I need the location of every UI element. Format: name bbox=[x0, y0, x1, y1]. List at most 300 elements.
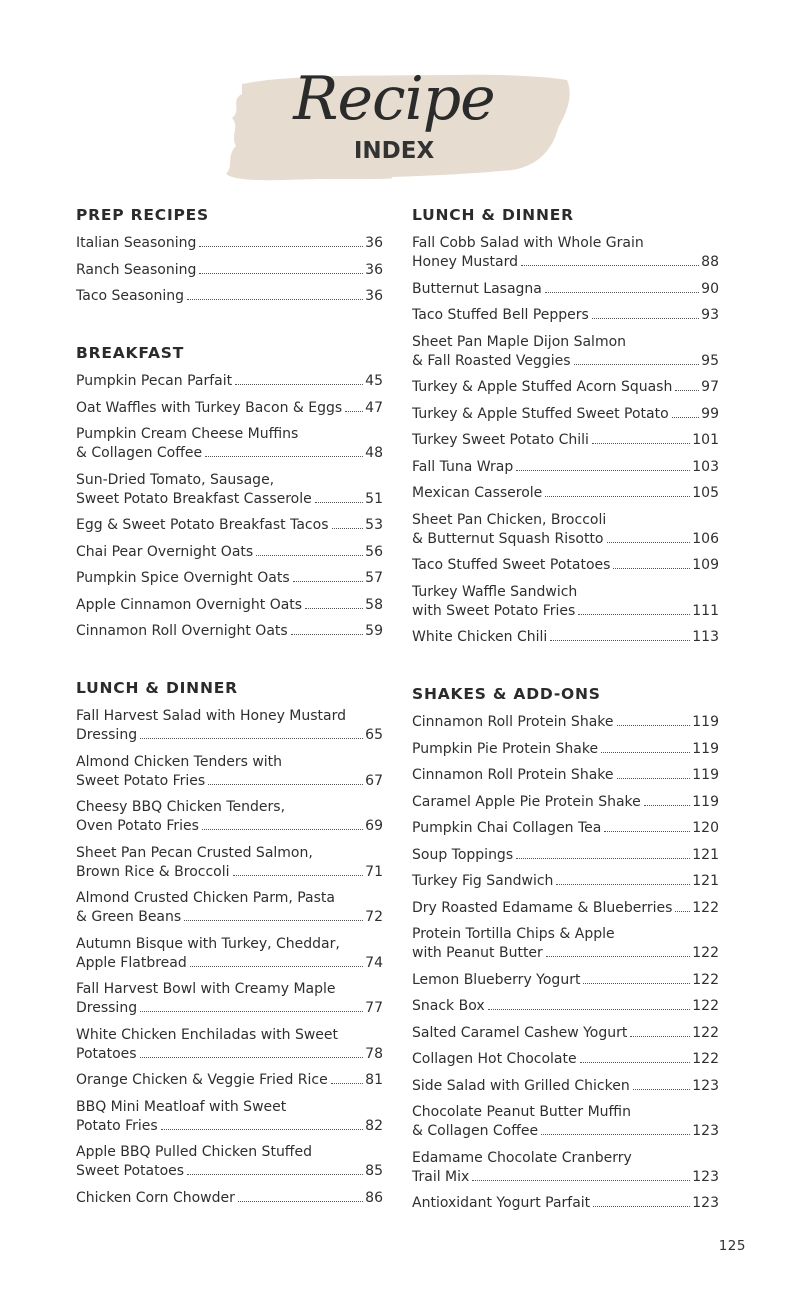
entry-title-line: Fall Cobb Salad with Whole Grain bbox=[412, 235, 644, 251]
entry-title-line: Sweet Potato Fries bbox=[76, 772, 206, 789]
entry-page-number: 51 bbox=[365, 490, 383, 507]
index-entry bbox=[412, 1149, 719, 1187]
entry-page-number: 123 bbox=[692, 1077, 719, 1094]
entry-title-line: Chicken Corn Chowder bbox=[76, 1189, 235, 1206]
dot-leader bbox=[235, 384, 363, 385]
entry-page-number: 99 bbox=[701, 405, 719, 422]
dot-leader bbox=[545, 496, 690, 497]
entry-row bbox=[76, 1162, 383, 1181]
entry-page-number: 48 bbox=[365, 445, 383, 461]
dot-leader bbox=[161, 1129, 364, 1130]
entry-row bbox=[412, 740, 719, 759]
entry-row bbox=[412, 1077, 719, 1096]
entry-title-line: with Sweet Potato Fries bbox=[412, 602, 576, 619]
entry-page-number: 56 bbox=[365, 543, 383, 560]
title-index: INDEX bbox=[353, 138, 435, 164]
entry-page-number: 53 bbox=[365, 517, 383, 533]
entry-row bbox=[76, 372, 383, 391]
entry-row bbox=[412, 530, 719, 549]
entry-page-number: 59 bbox=[365, 623, 383, 639]
entry-page-number: 122 bbox=[692, 971, 719, 988]
section-heading: LUNCH & DINNER bbox=[76, 679, 238, 697]
index-entry bbox=[76, 1098, 383, 1136]
entry-title-line: Trail Mix bbox=[412, 1168, 470, 1185]
index-entry bbox=[76, 234, 383, 253]
dot-leader bbox=[332, 528, 364, 529]
index-entry bbox=[412, 766, 719, 785]
entry-title-line: Sweet Potato Breakfast Casserole bbox=[76, 490, 312, 507]
entry-row bbox=[412, 872, 719, 891]
dot-leader bbox=[190, 966, 363, 967]
index-entry bbox=[412, 333, 719, 371]
dot-leader bbox=[580, 1062, 691, 1063]
entry-page-number: 90 bbox=[701, 280, 719, 297]
dot-leader bbox=[630, 1036, 690, 1037]
entry-title-line: Sheet Pan Chicken, Broccoli bbox=[412, 511, 607, 528]
entry-row bbox=[412, 378, 719, 397]
entry-row bbox=[76, 287, 383, 306]
entry-page-number: 86 bbox=[365, 1189, 383, 1206]
dot-leader bbox=[291, 634, 363, 635]
dot-leader bbox=[305, 608, 363, 609]
entry-page-number: 106 bbox=[692, 530, 719, 547]
dot-leader bbox=[184, 920, 363, 921]
dot-leader bbox=[574, 364, 700, 365]
dot-leader bbox=[546, 956, 690, 957]
entry-row bbox=[76, 726, 383, 745]
entry-row bbox=[76, 444, 383, 463]
index-entry bbox=[76, 425, 383, 463]
entry-title-line: & Collagen Coffee bbox=[412, 1123, 539, 1139]
entry-title-line: Ranch Seasoning bbox=[76, 261, 197, 278]
entry-row bbox=[76, 1071, 383, 1090]
entry-title-line: Mexican Casserole bbox=[412, 485, 543, 501]
entry-page-number: 85 bbox=[365, 1163, 383, 1179]
entry-page-number: 95 bbox=[701, 352, 719, 369]
entry-page-number: 105 bbox=[692, 485, 719, 501]
entry-row bbox=[76, 596, 383, 615]
entry-title-line: Taco Stuffed Sweet Potatoes bbox=[412, 557, 611, 573]
entry-row bbox=[76, 234, 383, 253]
entry-row bbox=[412, 484, 719, 503]
entry-title-line: Chocolate Peanut Butter Muffin bbox=[412, 1104, 631, 1120]
index-entry bbox=[412, 1050, 719, 1069]
index-entry bbox=[412, 378, 719, 397]
entry-row bbox=[412, 352, 719, 371]
entry-page-number: 81 bbox=[365, 1072, 383, 1088]
entry-page-number: 122 bbox=[692, 998, 719, 1014]
entry-page-number: 57 bbox=[365, 570, 383, 586]
entry-title-line: BBQ Mini Meatloaf with Sweet bbox=[76, 1098, 287, 1115]
index-entry bbox=[76, 569, 383, 588]
entry-page-number: 123 bbox=[692, 1123, 719, 1139]
entry-row bbox=[76, 863, 383, 882]
dot-leader bbox=[516, 470, 690, 471]
entry-page-number: 103 bbox=[692, 458, 719, 475]
entry-page-number: 122 bbox=[692, 899, 719, 916]
entry-title-line: Apple BBQ Pulled Chicken Stuffed bbox=[76, 1144, 312, 1160]
entry-title-line: Pumpkin Cream Cheese Muffins bbox=[76, 426, 299, 442]
entry-row bbox=[76, 569, 383, 588]
dot-leader bbox=[199, 246, 363, 247]
index-entry bbox=[412, 1024, 719, 1043]
entry-row bbox=[412, 846, 719, 865]
entry-row bbox=[412, 602, 719, 621]
dot-leader bbox=[541, 1134, 690, 1135]
index-entry bbox=[412, 997, 719, 1016]
entry-row bbox=[412, 458, 719, 477]
entry-page-number: 101 bbox=[692, 432, 719, 448]
dot-leader bbox=[202, 829, 363, 830]
entry-title-line: Autumn Bisque with Turkey, Cheddar, bbox=[76, 935, 340, 952]
page-number: 125 bbox=[718, 1238, 746, 1254]
index-entry bbox=[412, 740, 719, 759]
entry-title-line: Sheet Pan Pecan Crusted Salmon, bbox=[76, 844, 313, 861]
entry-row bbox=[412, 971, 719, 990]
entry-title-line: Edamame Chocolate Cranberry bbox=[412, 1149, 632, 1166]
index-entry bbox=[76, 1189, 383, 1208]
dot-leader bbox=[208, 784, 363, 785]
index-entry bbox=[412, 583, 719, 621]
entry-page-number: 58 bbox=[365, 596, 383, 613]
entry-page-number: 45 bbox=[365, 373, 383, 389]
entry-page-number: 123 bbox=[692, 1195, 719, 1211]
entry-row bbox=[76, 1117, 383, 1136]
entry-row bbox=[412, 1050, 719, 1069]
index-entry bbox=[76, 798, 383, 836]
entry-title-line: Oat Waffles with Turkey Bacon & Eggs bbox=[76, 399, 343, 416]
index-entry bbox=[76, 596, 383, 615]
entry-title-line: Turkey & Apple Stuffed Acorn Squash bbox=[412, 379, 673, 395]
entry-page-number: 119 bbox=[692, 793, 719, 810]
entry-title-line: Almond Chicken Tenders with bbox=[76, 753, 283, 770]
dot-leader bbox=[583, 983, 690, 984]
entry-page-number: 72 bbox=[365, 909, 383, 925]
title-script: Recipe bbox=[293, 64, 495, 134]
entry-row bbox=[76, 908, 383, 927]
entry-page-number: 119 bbox=[692, 767, 719, 783]
index-entry bbox=[76, 471, 383, 509]
entry-row bbox=[412, 997, 719, 1016]
index-entry bbox=[412, 511, 719, 549]
index-entry bbox=[412, 234, 719, 272]
index-entry bbox=[412, 872, 719, 891]
index-entry bbox=[76, 1071, 383, 1090]
index-entry bbox=[76, 1026, 383, 1064]
entry-title-line: Side Salad with Grilled Chicken bbox=[412, 1077, 630, 1094]
entry-page-number: 123 bbox=[692, 1168, 719, 1185]
entry-row bbox=[412, 405, 719, 424]
entry-title-line: Pumpkin Pie Protein Shake bbox=[412, 740, 599, 757]
dot-leader bbox=[140, 1011, 363, 1012]
index-entry bbox=[76, 980, 383, 1018]
entry-title-line: Dry Roasted Edamame & Blueberries bbox=[412, 899, 673, 916]
entry-page-number: 122 bbox=[692, 945, 719, 961]
index-entry bbox=[412, 1194, 719, 1213]
entry-title-line: Italian Seasoning bbox=[76, 235, 197, 251]
entry-page-number: 36 bbox=[365, 288, 383, 304]
entry-page-number: 36 bbox=[365, 235, 383, 251]
entry-title-line: & Butternut Squash Risotto bbox=[412, 530, 604, 547]
entry-page-number: 113 bbox=[692, 629, 719, 645]
dot-leader bbox=[331, 1083, 363, 1084]
entry-page-number: 119 bbox=[692, 714, 719, 730]
entry-row bbox=[76, 1045, 383, 1064]
entry-row bbox=[412, 713, 719, 732]
dot-leader bbox=[205, 456, 363, 457]
entry-row bbox=[412, 1024, 719, 1043]
entry-title-line: Butternut Lasagna bbox=[412, 280, 542, 297]
entry-title-line: Sheet Pan Maple Dijon Salmon bbox=[412, 333, 627, 350]
index-entry bbox=[76, 261, 383, 280]
dot-leader bbox=[238, 1201, 363, 1202]
entry-row bbox=[412, 766, 719, 785]
index-entry bbox=[412, 1077, 719, 1096]
entry-title-line: Chai Pear Overnight Oats bbox=[76, 543, 254, 560]
dot-leader bbox=[516, 858, 690, 859]
entry-page-number: 36 bbox=[365, 261, 383, 278]
dot-leader bbox=[617, 778, 691, 779]
entry-title-line: Turkey Waffle Sandwich bbox=[412, 583, 578, 600]
index-entry bbox=[412, 819, 719, 838]
dot-leader bbox=[293, 581, 364, 582]
entry-row bbox=[412, 1168, 719, 1187]
index-entry bbox=[76, 399, 383, 418]
entry-title-line: & Fall Roasted Veggies bbox=[412, 352, 571, 369]
entry-title-line: Almond Crusted Chicken Parm, Pasta bbox=[76, 890, 335, 906]
dot-leader bbox=[672, 417, 700, 418]
entry-row bbox=[412, 1122, 719, 1141]
entry-title-line: Oven Potato Fries bbox=[76, 818, 199, 834]
entry-title-line: Protein Tortilla Chips & Apple bbox=[412, 926, 615, 942]
index-entry bbox=[412, 1103, 719, 1141]
entry-page-number: 111 bbox=[692, 602, 719, 619]
entry-page-number: 88 bbox=[701, 254, 719, 270]
entry-page-number: 77 bbox=[365, 1000, 383, 1016]
entry-title-line: Lemon Blueberry Yogurt bbox=[412, 971, 581, 988]
dot-leader bbox=[644, 805, 691, 806]
entry-row bbox=[412, 253, 719, 272]
dot-leader bbox=[607, 542, 691, 543]
index-entry bbox=[76, 372, 383, 391]
entry-title-line: Taco Stuffed Bell Peppers bbox=[412, 307, 589, 323]
entry-page-number: 121 bbox=[692, 873, 719, 889]
entry-row bbox=[412, 431, 719, 450]
entry-title-line: Sweet Potatoes bbox=[76, 1163, 185, 1179]
entry-title-line: Snack Box bbox=[412, 998, 485, 1014]
dot-leader bbox=[578, 614, 690, 615]
entry-page-number: 93 bbox=[701, 307, 719, 323]
index-entry bbox=[412, 280, 719, 299]
entry-title-line: Brown Rice & Broccoli bbox=[76, 863, 230, 880]
dot-leader bbox=[601, 752, 690, 753]
dot-leader bbox=[617, 725, 691, 726]
entry-page-number: 82 bbox=[365, 1117, 383, 1134]
index-entry bbox=[412, 306, 719, 325]
entry-title-line: Turkey & Apple Stuffed Sweet Potato bbox=[412, 405, 669, 422]
entry-title-line: Soup Toppings bbox=[412, 846, 514, 863]
index-entry bbox=[76, 543, 383, 562]
entry-title-line: & Green Beans bbox=[76, 909, 182, 925]
index-entry bbox=[412, 713, 719, 732]
dot-leader bbox=[199, 273, 363, 274]
index-entry bbox=[412, 628, 719, 647]
entry-title-line: Dressing bbox=[76, 727, 138, 743]
entry-page-number: 119 bbox=[692, 740, 719, 757]
dot-leader bbox=[604, 831, 690, 832]
dot-leader bbox=[545, 292, 699, 293]
dot-leader bbox=[593, 1206, 690, 1207]
entry-page-number: 74 bbox=[365, 954, 383, 971]
entry-row bbox=[412, 793, 719, 812]
index-entry bbox=[412, 846, 719, 865]
entry-row bbox=[412, 899, 719, 918]
entry-title-line: Fall Harvest Salad with Honey Mustard bbox=[76, 708, 347, 724]
entry-row bbox=[412, 944, 719, 963]
entry-title-line: White Chicken Chili bbox=[412, 629, 548, 645]
entry-title-line: White Chicken Enchiladas with Sweet bbox=[76, 1026, 339, 1043]
dot-leader bbox=[675, 390, 699, 391]
entry-row bbox=[76, 399, 383, 418]
entry-page-number: 120 bbox=[692, 820, 719, 836]
entry-title-line: Pumpkin Pecan Parfait bbox=[76, 373, 233, 389]
entry-row bbox=[76, 622, 383, 641]
entry-title-line: Turkey Fig Sandwich bbox=[412, 873, 554, 889]
dot-leader bbox=[140, 738, 363, 739]
index-entry bbox=[412, 971, 719, 990]
dot-leader bbox=[233, 875, 364, 876]
dot-leader bbox=[592, 443, 690, 444]
entry-page-number: 97 bbox=[701, 379, 719, 395]
index-entry bbox=[76, 753, 383, 791]
entry-page-number: 67 bbox=[365, 772, 383, 789]
entry-page-number: 65 bbox=[365, 727, 383, 743]
index-entry bbox=[412, 484, 719, 503]
entry-title-line: Sun-Dried Tomato, Sausage, bbox=[76, 471, 275, 488]
entry-row bbox=[412, 306, 719, 325]
section-heading: SHAKES & ADD-ONS bbox=[412, 685, 601, 703]
index-entry bbox=[412, 556, 719, 575]
entry-row bbox=[412, 628, 719, 647]
index-entry bbox=[412, 431, 719, 450]
dot-leader bbox=[592, 318, 699, 319]
index-entry bbox=[76, 889, 383, 927]
index-entry bbox=[76, 1143, 383, 1181]
index-entry bbox=[76, 287, 383, 306]
index-section bbox=[76, 204, 383, 306]
index-entry bbox=[412, 405, 719, 424]
entry-title-line: Apple Flatbread bbox=[76, 954, 187, 971]
entry-title-line: Fall Harvest Bowl with Creamy Maple bbox=[76, 981, 336, 997]
dot-leader bbox=[256, 555, 363, 556]
index-section bbox=[76, 677, 383, 1208]
section-heading: LUNCH & DINNER bbox=[412, 206, 574, 224]
entry-title-line: Collagen Hot Chocolate bbox=[412, 1051, 577, 1067]
index-entry bbox=[412, 899, 719, 918]
entry-title-line: Dressing bbox=[76, 1000, 138, 1016]
index-entry bbox=[76, 844, 383, 882]
entry-row bbox=[76, 490, 383, 509]
entry-row bbox=[76, 772, 383, 791]
entry-title-line: Salted Caramel Cashew Yogurt bbox=[412, 1024, 628, 1041]
dot-leader bbox=[556, 884, 690, 885]
entry-page-number: 78 bbox=[365, 1045, 383, 1062]
entry-title-line: Cinnamon Roll Protein Shake bbox=[412, 767, 614, 783]
entry-row bbox=[76, 1189, 383, 1208]
entry-title-line: Cheesy BBQ Chicken Tenders, bbox=[76, 799, 286, 815]
entry-row bbox=[76, 261, 383, 280]
entry-row bbox=[76, 954, 383, 973]
entry-title-line: Pumpkin Spice Overnight Oats bbox=[76, 570, 290, 586]
entry-row bbox=[412, 280, 719, 299]
section-heading: BREAKFAST bbox=[76, 344, 185, 362]
section-heading: PREP RECIPES bbox=[76, 206, 210, 224]
dot-leader bbox=[675, 911, 690, 912]
entry-title-line: Potato Fries bbox=[76, 1117, 158, 1134]
entry-page-number: 109 bbox=[692, 557, 719, 573]
entry-row bbox=[76, 516, 383, 535]
entry-title-line: & Collagen Coffee bbox=[76, 445, 203, 461]
entry-row bbox=[76, 817, 383, 836]
entry-title-line: Caramel Apple Pie Protein Shake bbox=[412, 793, 641, 810]
entry-page-number: 69 bbox=[365, 818, 383, 834]
index-entry bbox=[412, 458, 719, 477]
right-column bbox=[412, 204, 719, 1249]
dot-leader bbox=[550, 640, 690, 641]
entry-row bbox=[76, 543, 383, 562]
index-entry bbox=[76, 622, 383, 641]
dot-leader bbox=[472, 1180, 690, 1181]
entry-title-line: Cinnamon Roll Overnight Oats bbox=[76, 623, 288, 639]
dot-leader bbox=[187, 299, 363, 300]
dot-leader bbox=[633, 1089, 691, 1090]
entry-row bbox=[412, 1194, 719, 1213]
dot-leader bbox=[345, 411, 363, 412]
entry-title-line: Antioxidant Yogurt Parfait bbox=[412, 1195, 591, 1211]
dot-leader bbox=[488, 1009, 691, 1010]
entry-title-line: Orange Chicken & Veggie Fried Rice bbox=[76, 1072, 328, 1088]
entry-title-line: with Peanut Butter bbox=[412, 945, 543, 961]
entry-page-number: 121 bbox=[692, 846, 719, 863]
entry-title-line: Taco Seasoning bbox=[76, 288, 184, 304]
entry-row bbox=[412, 556, 719, 575]
entry-page-number: 122 bbox=[692, 1024, 719, 1041]
entry-title-line: Egg & Sweet Potato Breakfast Tacos bbox=[76, 517, 329, 533]
entry-title-line: Fall Tuna Wrap bbox=[412, 458, 514, 475]
dot-leader bbox=[140, 1057, 364, 1058]
entry-title-line: Honey Mustard bbox=[412, 254, 519, 270]
dot-leader bbox=[315, 502, 363, 503]
entry-title-line: Turkey Sweet Potato Chili bbox=[412, 432, 589, 448]
entry-title-line: Pumpkin Chai Collagen Tea bbox=[412, 820, 602, 836]
page-header bbox=[0, 0, 788, 200]
index-entry bbox=[412, 925, 719, 963]
index-section bbox=[76, 342, 383, 641]
entry-row bbox=[412, 819, 719, 838]
entry-page-number: 47 bbox=[365, 399, 383, 416]
dot-leader bbox=[613, 568, 690, 569]
index-section bbox=[412, 683, 719, 1213]
entry-page-number: 122 bbox=[692, 1051, 719, 1067]
left-column bbox=[76, 204, 383, 1244]
entry-row bbox=[76, 999, 383, 1018]
dot-leader bbox=[521, 265, 699, 266]
index-entry bbox=[76, 935, 383, 973]
index-entry bbox=[412, 793, 719, 812]
entry-title-line: Apple Cinnamon Overnight Oats bbox=[76, 596, 303, 613]
index-entry bbox=[76, 516, 383, 535]
index-section bbox=[412, 204, 719, 647]
